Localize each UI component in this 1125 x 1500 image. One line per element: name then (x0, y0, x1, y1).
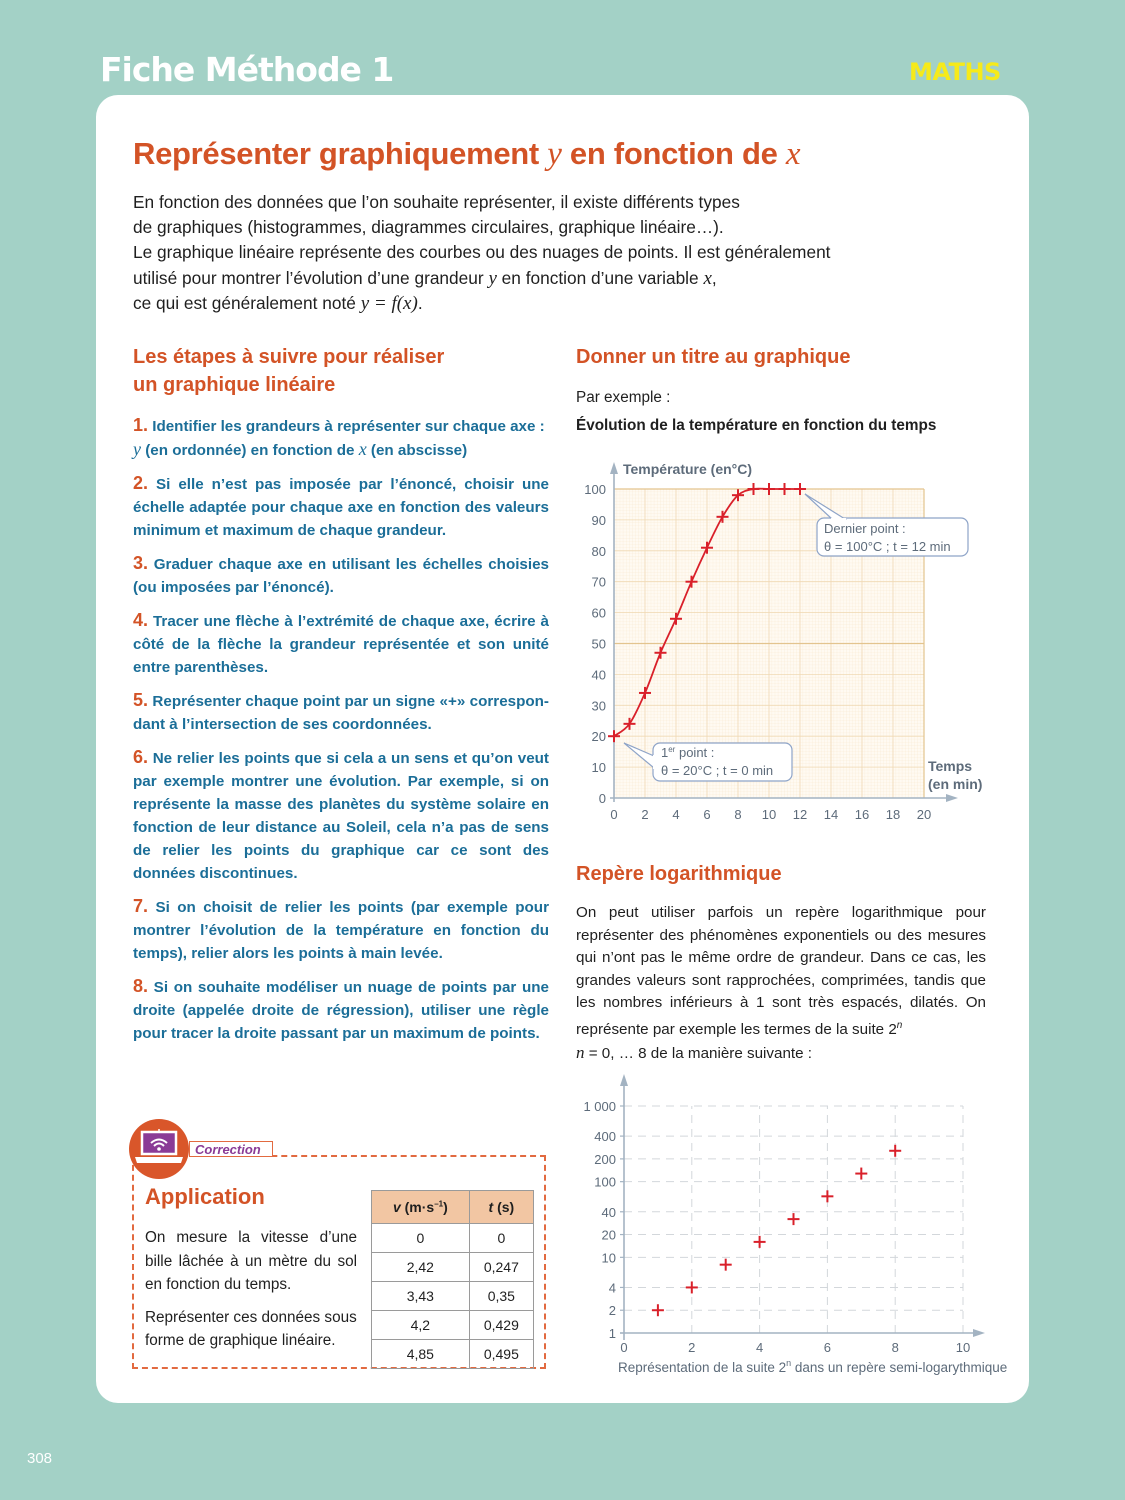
step-number: 5. (133, 690, 149, 710)
section-title-line: Les étapes à suivre pour réaliser (133, 346, 445, 368)
svg-text:40: 40 (601, 1204, 616, 1220)
step-text: Graduer chaque axe en utilisant les échelles choisies (ou imposées par l’énoncé). (133, 556, 549, 596)
intro-var-x: x (703, 267, 712, 289)
intro-line: , (711, 267, 717, 288)
step-text: Identifier les grandeurs à représenter sur chaque axe : (148, 418, 545, 435)
svg-text:8: 8 (891, 1340, 899, 1355)
log-text-exponent: n (896, 1019, 903, 1031)
x-axis-label: Temps (928, 758, 973, 774)
svg-text:2: 2 (641, 807, 649, 822)
table-row (372, 1340, 534, 1369)
log-chart-caption: Représentation de la suite 2$^n$ dans un repère semi-logarythmique (618, 1358, 1008, 1375)
page-number: 308 (27, 1450, 53, 1467)
subject-label: MATHS (909, 58, 1001, 86)
page-header-title: Fiche Méthode 1 (100, 50, 394, 89)
table-cell: 4,2 (372, 1311, 470, 1340)
table-cell: 0,247 (469, 1253, 533, 1282)
svg-text:0: 0 (610, 807, 618, 822)
svg-text:10: 10 (601, 1250, 616, 1266)
svg-text:4: 4 (755, 1340, 764, 1355)
intro-var-y: y (488, 267, 497, 289)
log-section-title: Repère logarithmique (576, 863, 782, 885)
log-y-axis-arrow-icon (620, 1074, 628, 1086)
application-description (145, 1226, 357, 1362)
step-number: 8. (133, 976, 149, 996)
table-cell: 0,35 (469, 1282, 533, 1311)
step-text: Si on souhaite modéliser un nuage de points par une droite (appelée droite de régression), utiliser une règle pour tracer la droite passant par un maximum de points. (133, 979, 549, 1042)
svg-text:60: 60 (591, 605, 606, 621)
title-section-heading: Donner un titre au graphique (576, 346, 851, 368)
table-cell: 0,429 (469, 1311, 533, 1340)
y-axis-arrow-icon (610, 462, 618, 474)
intro-line: de graphiques (histogrammes, diagrammes circulaires, graphique linéaire…). (133, 217, 724, 238)
log-x-axis-arrow-icon (973, 1329, 985, 1337)
svg-text:90: 90 (591, 512, 606, 528)
y-axis-label: Température (en°C) (623, 461, 753, 477)
intro-line: Le graphique linéaire représente des courbes ou des nuages de points. Il est généralement (133, 242, 831, 263)
table-header-t: t (s) (469, 1191, 533, 1224)
table-cell: 4,85 (372, 1340, 470, 1369)
step-text: Tracer une flèche à l’extrémité de chaque axe, écrire à côté de la flèche la grandeur représentée et son unité entre parenthèses. (133, 613, 549, 676)
step-text: Si elle n’est pas imposée par l’énoncé, choisir une échelle adaptée pour chaque axe en fonction des valeurs minimum et maximum de chaque grandeur. (133, 476, 549, 539)
title-text: Représenter graphiquement (133, 136, 548, 171)
svg-text:18: 18 (885, 807, 901, 822)
svg-text:200: 200 (594, 1151, 616, 1167)
svg-text:2: 2 (688, 1340, 696, 1355)
section-title-line: un graphique linéaire (133, 374, 336, 396)
intro-line: . (417, 292, 423, 313)
svg-text:10: 10 (955, 1340, 971, 1355)
callout-text: Dernier point : (824, 521, 906, 536)
svg-text:20: 20 (601, 1227, 616, 1243)
svg-text:6: 6 (823, 1340, 832, 1355)
svg-text:400: 400 (594, 1129, 616, 1145)
svg-text:70: 70 (591, 574, 606, 590)
step-number: 6. (133, 747, 149, 767)
table-row (372, 1311, 534, 1340)
svg-text:20: 20 (916, 807, 932, 822)
x-axis-label: (en min) (928, 776, 983, 792)
callout-text: 1er point : (661, 745, 715, 760)
svg-text:1: 1 (608, 1326, 616, 1341)
intro-line: utilisé pour montrer l’évolution d’une grandeur (133, 267, 489, 288)
log-text-var: n (576, 1042, 585, 1062)
table-row (372, 1224, 534, 1253)
intro-line: En fonction des données que l’on souhaite représenter, il existe différents types (133, 192, 740, 212)
step-number: 1. (133, 415, 149, 435)
title-var-y: y (547, 136, 562, 172)
table-cell: 0 (372, 1224, 470, 1253)
table-header-row (372, 1191, 534, 1224)
log-section-text (576, 902, 986, 1065)
svg-text:50: 50 (591, 636, 606, 652)
table-cell: 3,43 (372, 1282, 470, 1311)
table-cell: 2,42 (372, 1253, 470, 1282)
callout-text: θ = 100°C ; t = 12 min (824, 539, 951, 554)
step-text: Si on choisit de relier les points (par exemple pour montrer l’évolution de la température en fonction du temps), relier alors les points à main levée. (133, 899, 549, 962)
step-number: 7. (133, 896, 149, 916)
step-text: Représenter chaque point par un signe «+» correspon-dant à l’intersection de ses coordonnées. (133, 693, 549, 733)
example-label: Par exemple : (576, 389, 671, 406)
table-row (372, 1282, 534, 1311)
correction-link[interactable]: Correction (189, 1141, 273, 1157)
log-text: On peut utiliser parfois un repère logarithmique pour représenter des phénomènes exponentiels ou des mesures qui n’ont pas le même ordre de grandeur. Dans ce cas, les grandes valeurs sont rapprochées, comprimées, tandis que les nombres inférieurs à 1 sont très espacés, dilatés. On représente par exemple les termes de la suite 2 (576, 904, 986, 1039)
svg-text:6: 6 (703, 807, 711, 822)
title-var-x: x (785, 136, 801, 172)
svg-text:10: 10 (591, 760, 606, 776)
table-row (372, 1253, 534, 1282)
step-number: 4. (133, 610, 149, 630)
table-header-v: v $(m\cdot s^{-1})$ (372, 1191, 470, 1224)
step-number: 2. (133, 473, 149, 493)
step-var-y: y (133, 439, 141, 459)
svg-text:8: 8 (734, 807, 742, 822)
svg-text:1 000: 1 000 (583, 1099, 616, 1114)
svg-text:80: 80 (591, 543, 606, 559)
step-number: 3. (133, 553, 149, 573)
svg-text:0: 0 (620, 1340, 628, 1355)
svg-text:30: 30 (591, 698, 606, 714)
svg-text:100: 100 (584, 482, 606, 497)
svg-text:40: 40 (591, 667, 606, 683)
svg-text:10: 10 (761, 807, 777, 822)
svg-text:20: 20 (591, 729, 606, 745)
step-text: (en ordonnée) en fonction de (141, 442, 359, 459)
intro-formula: y = f(x) (360, 292, 418, 314)
svg-text:2: 2 (608, 1303, 616, 1319)
data-table (371, 1190, 534, 1369)
application-paragraph: On mesure la vitesse d’une bille lâchée à un mètre du sol en fonction du temps. (145, 1229, 357, 1293)
step-text: Ne relier les points que si cela a un sens et qu’on veut par exemple montrer une évolution. Par exemple, si on représente la masse des planètes du système solaire en fonction de leur distance au Soleil, cela n’a pas de sens de relier les points du graphique car ce sont des données discontinues. (133, 750, 549, 882)
svg-text:4: 4 (608, 1280, 616, 1296)
application-title: Application (145, 1184, 265, 1209)
log-chart (583, 1074, 1007, 1375)
step-var-x: x (358, 439, 367, 459)
application-paragraph: Représenter ces données sous forme de graphique linéaire. (145, 1308, 357, 1349)
svg-text:0: 0 (598, 791, 606, 806)
svg-text:14: 14 (823, 807, 839, 822)
intro-line: en fonction d’une variable (496, 267, 704, 288)
step-text: (en abscisse) (366, 442, 468, 459)
example-chart-title: Évolution de la température en fonction du temps (576, 417, 937, 434)
callout-text: θ = 20°C ; t = 0 min (661, 763, 774, 778)
svg-text:12: 12 (792, 807, 808, 822)
table-cell: 0,495 (469, 1340, 533, 1369)
svg-text:16: 16 (854, 807, 870, 822)
svg-text:4: 4 (672, 807, 680, 822)
correction-laptop-icon[interactable] (129, 1119, 189, 1179)
title-text: en fonction de (561, 136, 786, 171)
x-axis-arrow-icon (946, 794, 958, 802)
log-text: = 0, … 8 de la manière suivante : (584, 1044, 813, 1062)
svg-text:100: 100 (594, 1174, 616, 1190)
intro-line: ce qui est généralement noté (133, 292, 361, 313)
table-cell: 0 (469, 1224, 533, 1253)
